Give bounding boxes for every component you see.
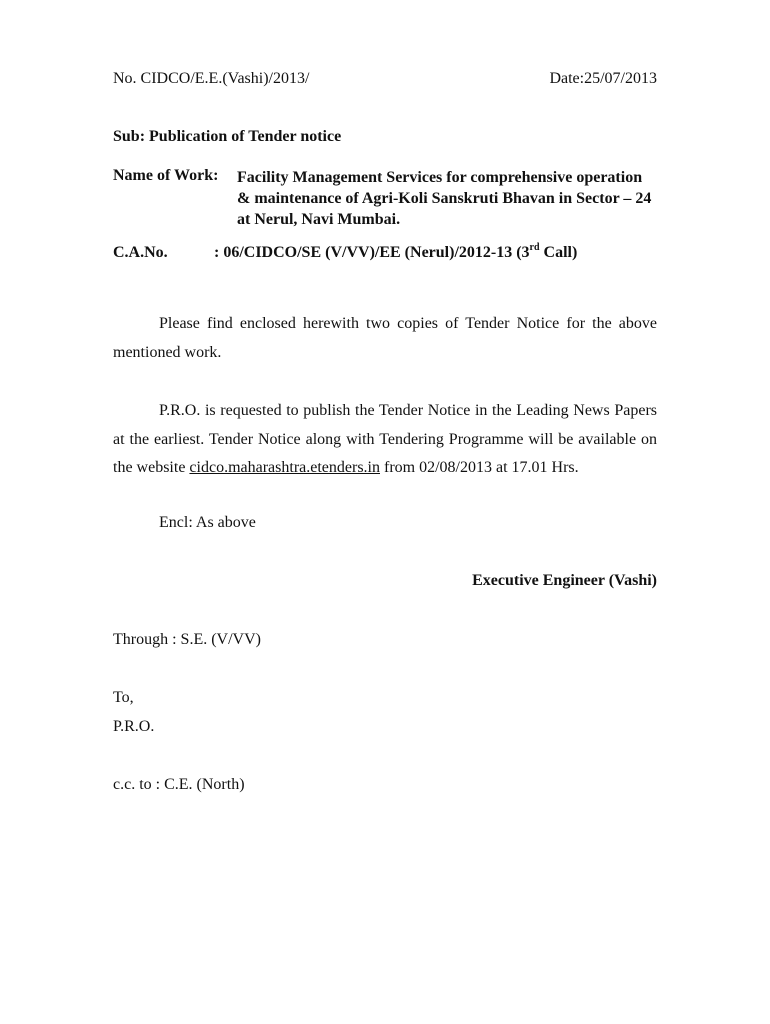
paragraph-line: at the earliest. Tender Notice along with Tendering Programme will be available on xyxy=(113,430,657,448)
paragraph-enclosure-notice xyxy=(113,310,657,367)
ca-no-suffix: Call) xyxy=(539,244,578,261)
paragraph-line: mentioned work. xyxy=(113,343,222,361)
paragraph-publication-request xyxy=(113,397,657,483)
website-suffix: from 02/08/2013 at 17.01 Hrs. xyxy=(380,459,579,476)
website-link[interactable]: cidco.maharashtra.etenders.in xyxy=(189,459,380,476)
name-of-work-label: Name of Work: xyxy=(113,167,219,184)
reference-number: No. CIDCO/E.E.(Vashi)/2013/ xyxy=(113,70,310,87)
website-prefix: the website xyxy=(113,459,190,476)
paragraph-line xyxy=(113,454,657,483)
paragraph-line: Please find enclosed herewith two copies of Tender Notice for the above xyxy=(159,315,657,332)
ca-no-superscript: rd xyxy=(529,242,540,253)
recipient: P.R.O. xyxy=(113,718,155,735)
name-of-work-line: Facility Management Services for comprehensive operation xyxy=(237,169,643,186)
through-line: Through : S.E. (V/VV) xyxy=(113,631,261,648)
enclosure-note: Encl: As above xyxy=(159,514,256,531)
cc-line: c.c. to : C.E. (North) xyxy=(113,776,245,793)
subject-line: Sub: Publication of Tender notice xyxy=(113,128,342,145)
to-label: To, xyxy=(113,689,134,706)
ca-no-prefix: : 06/CIDCO/SE (V/VV)/EE (Nerul)/2012-13 (3 xyxy=(214,244,530,261)
ca-no-label: C.A.No. xyxy=(113,244,168,261)
name-of-work-line: at Nerul, Navi Mumbai. xyxy=(237,211,401,228)
name-of-work-line: & maintenance of Agri-Koli Sanskruti Bhavan in Sector – 24 xyxy=(237,190,652,207)
name-of-work-value xyxy=(237,167,657,230)
letter-date: Date:25/07/2013 xyxy=(549,70,657,87)
signatory: Executive Engineer (Vashi) xyxy=(472,572,657,589)
ca-no-value xyxy=(214,244,577,262)
paragraph-line: P.R.O. is requested to publish the Tender Notice in the Leading News Papers xyxy=(159,402,657,419)
